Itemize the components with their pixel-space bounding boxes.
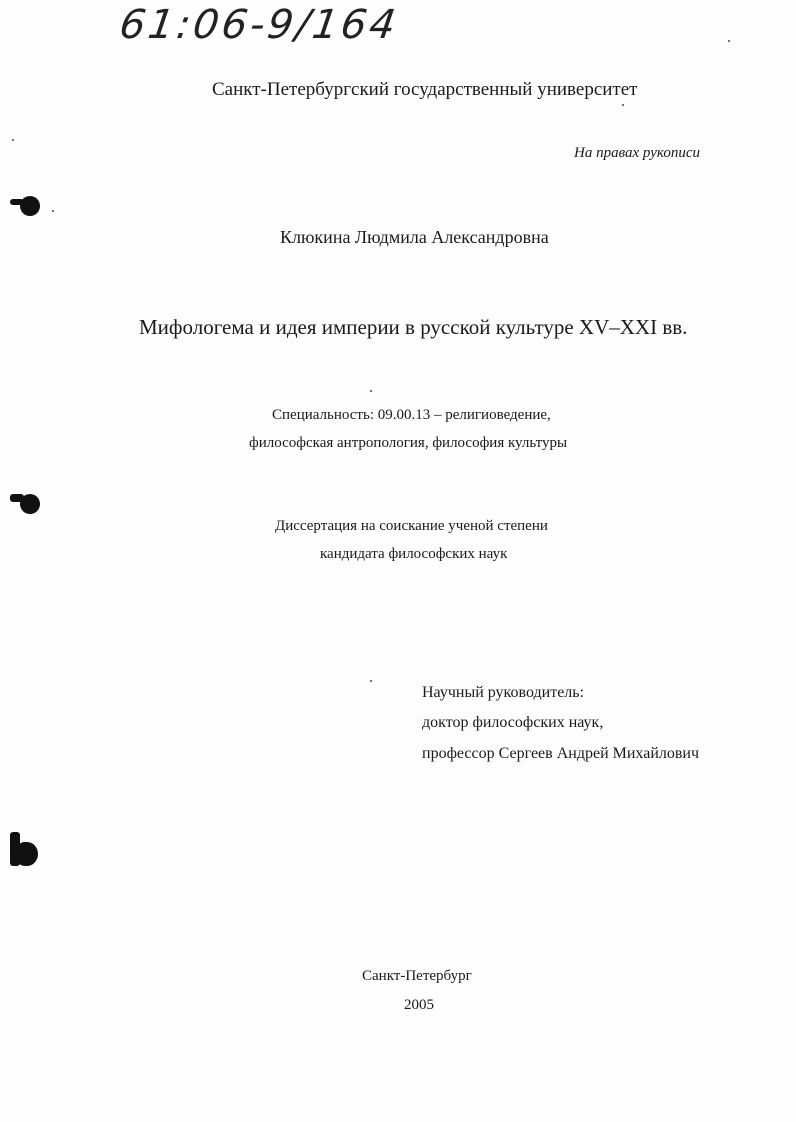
- university-name: Санкт-Петербургский государственный университет: [212, 79, 638, 100]
- supervisor-name: профессор Сергеев Андрей Михайлович: [422, 745, 700, 762]
- dissertation-degree-line-2: кандидата философских наук: [320, 546, 508, 562]
- specialty-line-2: философская антропология, философия культуры: [249, 435, 568, 451]
- scan-speck: [370, 680, 372, 682]
- binder-hole-icon: [16, 842, 38, 866]
- scan-speck: [728, 40, 730, 42]
- dissertation-degree-line-1: Диссертация на соискание ученой степени: [275, 518, 548, 534]
- scan-speck: [622, 104, 624, 106]
- dissertation-title: Мифологема и идея империи в русской культуре XV–XXI вв.: [139, 315, 688, 339]
- city: Санкт-Петербург: [362, 968, 472, 984]
- author-name: Клюкина Людмила Александровна: [280, 227, 549, 247]
- scan-speck: [12, 139, 14, 141]
- scan-speck: [52, 210, 54, 212]
- supervisor-degree: доктор философских наук,: [422, 714, 604, 731]
- binder-hole-icon: [20, 494, 40, 514]
- supervisor-label: Научный руководитель:: [422, 684, 585, 701]
- manuscript-rights-note: На правах рукописи: [574, 145, 700, 161]
- handwritten-archive-code: 61:06-9/164: [116, 2, 402, 48]
- scan-speck: [370, 390, 372, 392]
- binder-hole-icon: [20, 196, 40, 216]
- specialty-line-1: Специальность: 09.00.13 – религиоведение,: [272, 407, 551, 423]
- year: 2005: [404, 997, 434, 1013]
